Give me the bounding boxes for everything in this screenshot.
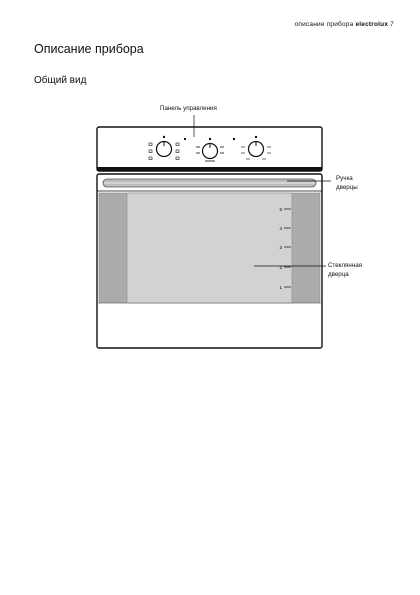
callout-door-handle-line1: Ручка — [336, 175, 353, 182]
shelf-number: 3 — [279, 245, 282, 250]
callout-glass-door-line1: Стеклянная — [328, 262, 363, 269]
header-brand: electrolux — [355, 21, 389, 28]
callout-door-handle — [336, 174, 358, 192]
page-title: Описание прибора — [34, 42, 144, 56]
callout-glass-door — [328, 261, 362, 279]
header-page-number: 7 — [390, 21, 394, 28]
callout-control-panel: Панель управления — [160, 105, 217, 112]
callout-glass-door-line2: дверца — [328, 271, 349, 278]
shelf-number: 2 — [279, 265, 282, 270]
control-panel-bottom-strip — [97, 167, 322, 171]
shelf-number: 4 — [279, 226, 282, 231]
shelf-number: 5 — [279, 207, 282, 212]
shelf-number: 1 — [279, 285, 282, 290]
glass-window — [127, 193, 292, 303]
callout-door-handle-line2: дверцы — [336, 184, 358, 191]
header-section: описание прибора — [294, 21, 354, 28]
section-title: Общий вид — [34, 75, 87, 86]
